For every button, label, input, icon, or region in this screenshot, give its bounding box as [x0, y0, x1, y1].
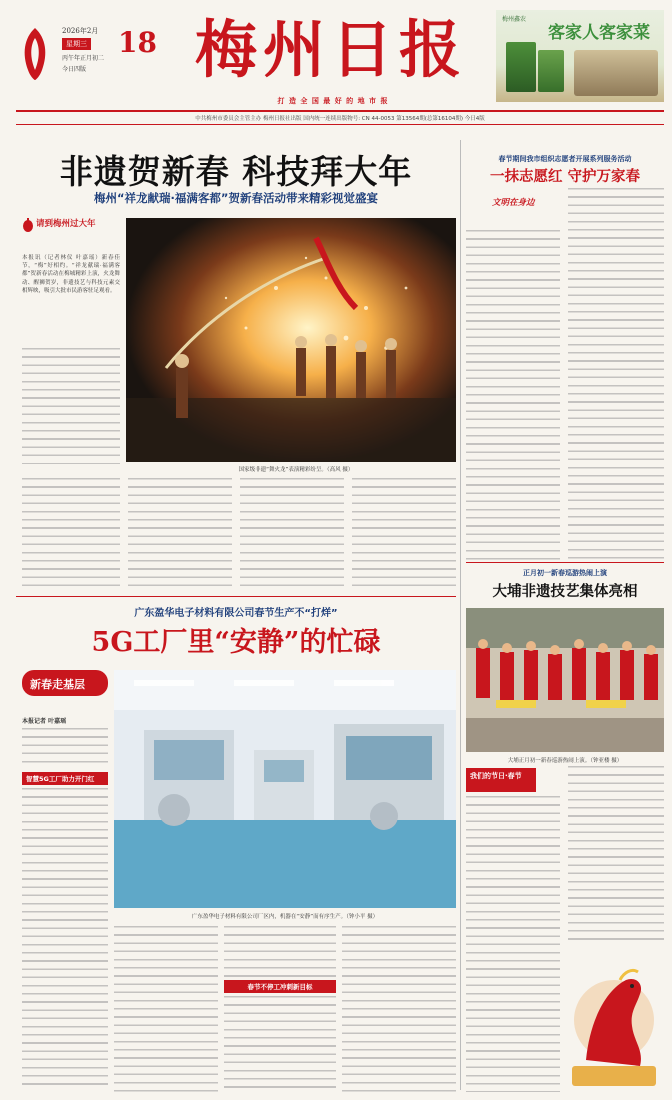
factory-tag-text: 新春走基层: [30, 678, 85, 691]
factory-headline: 5G工厂里“安静”的忙碌: [91, 627, 381, 658]
volunteer-tag-text: 文明在身边: [492, 198, 535, 208]
factory-col-1a: [22, 728, 108, 768]
volunteer-story: [466, 132, 664, 564]
factory-story: [16, 596, 456, 1096]
volunteer-col-1: [466, 230, 560, 560]
day-number: 18: [118, 26, 157, 59]
factory-col-4: [342, 926, 456, 1092]
festival-col-2: [568, 766, 664, 946]
lead-photo: [126, 218, 456, 462]
factory-byline: 本报记者 叶嘉瑶: [22, 718, 67, 725]
festival-column: [466, 766, 664, 1096]
festival-col-1: [466, 796, 560, 1092]
masthead-ad: [496, 10, 664, 102]
volunteer-kicker: 春节期间我市组织志愿者开展系列服务活动: [498, 155, 632, 163]
factory-top-rule: [16, 596, 456, 597]
lead-subhead: 梅州“祥龙献瑞·福满客都”贺新春活动带来精彩视觉盛宴: [94, 191, 378, 205]
lead-tag: [22, 216, 110, 250]
lunar-date: 丙午年正月初二: [62, 55, 105, 62]
publication-info: 中共梅州市委员会主管主办 梅州日报社出版 国内统一连续出版物号: CN 44-0053 第13564期(总第16104期) 今日4版: [195, 116, 485, 122]
ad-brand: 梅州鑫农: [502, 16, 527, 23]
masthead: [0, 0, 672, 132]
factory-photo-caption: 广东盈华电子材料有限公司厂区内，机器在“安静”而有序生产。（钟小平 摄）: [191, 914, 379, 920]
lead-photo-caption: 国家级非遗“舞火龙”表演精彩纷呈。（高风 摄）: [238, 467, 354, 473]
factory-col-3b: [224, 996, 336, 1092]
lead-intro: 本报讯（记者林仪 叶嘉瑶）新春佳节，“梅”好相约。“祥龙献瑞·福满客都”贺新春活动在梅城精彩上演，火龙舞动、醒狮贺岁，非遗技艺与科技元素交相辉映，吸引大批市民游客驻足观看。: [22, 255, 120, 294]
top-divider: [16, 110, 664, 112]
lantern-icon: [22, 218, 34, 234]
lead-body-col-5: [352, 478, 456, 588]
culture-photo-caption: 大埔正月初一新春巡游热闹上演。（钟亚楼 摄）: [507, 758, 623, 764]
ad-package-image-2: [538, 50, 564, 92]
factory-tag: [22, 670, 108, 696]
date-block: [16, 12, 166, 100]
culture-photo: [466, 608, 664, 752]
festival-tag-text: 我们的节日·春节: [470, 772, 522, 780]
culture-headline: 大埔非遗技艺集体亮相: [492, 583, 638, 600]
lead-headline: 非遗贺新春 科技拜大年: [59, 152, 413, 191]
date-line: 2026年2月: [62, 27, 99, 35]
fire-dragon-photo: [126, 218, 456, 462]
festival-tag: [466, 768, 536, 792]
lead-body-col-1: [22, 348, 120, 464]
cleanroom-photo: [114, 670, 456, 908]
lead-body-col-4: [240, 478, 344, 588]
volunteer-tag: [492, 194, 562, 214]
volunteer-col-2: [568, 188, 664, 560]
culture-top-rule: [466, 562, 664, 563]
factory-col-3a: [224, 926, 336, 978]
newspaper-logo-icon: [18, 24, 52, 84]
slogan: 打 造 全 国 最 好 的 地 市 报: [277, 97, 389, 105]
weekday: 星期三: [62, 38, 91, 50]
culture-story: [466, 562, 664, 730]
bottom-divider: [16, 124, 664, 125]
factory-kicker: 广东盈华电子材料有限公司春节生产不“打烊”: [134, 608, 338, 619]
factory-col-1b: [22, 788, 108, 1088]
lead-tag-text: 请到梅州过大年: [36, 219, 96, 229]
lead-body-col-2: [22, 478, 120, 588]
horse-illustration: [566, 950, 662, 1092]
lead-story: [16, 132, 456, 592]
lead-body-col-3: [128, 478, 232, 588]
edition-count: 今日四版: [62, 66, 87, 73]
factory-section-2: 春节不停工冲刺新目标: [224, 980, 336, 993]
volunteer-headline: 一抹志愿红 守护万家春: [489, 168, 641, 185]
ad-package-image: [506, 42, 536, 92]
factory-photo: [114, 670, 456, 908]
ad-people-image: [574, 50, 658, 96]
column-divider: [460, 140, 461, 1090]
culture-kicker: 正月初一新春巡游热闹上演: [523, 569, 607, 577]
factory-col-2: [114, 926, 218, 1092]
parade-photo: [466, 608, 664, 752]
factory-section-1: 智慧5G工厂助力开门红: [22, 772, 108, 785]
ad-headline: 客家人客家菜: [548, 23, 650, 43]
newspaper-title: 梅州日报: [194, 13, 467, 86]
